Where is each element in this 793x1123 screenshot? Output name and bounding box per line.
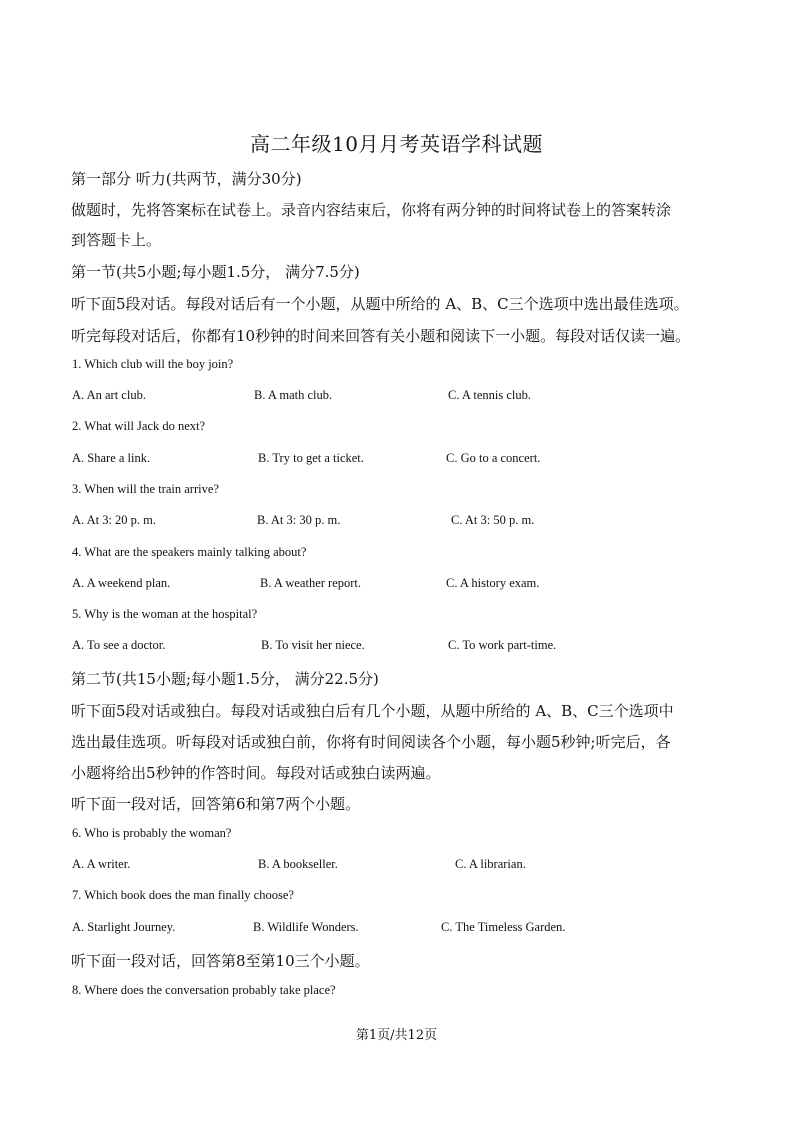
section1-line2: 听完每段对话后，你都有10秒钟的时间来回答有关小题和阅读下一小题。每段对话仅读一遍。: [71, 327, 691, 345]
question-7: 7. Which book does the man finally choose?: [72, 888, 294, 902]
question-3: 3. When will the train arrive?: [72, 482, 219, 496]
page-footer: 第1页/共12页: [355, 1028, 438, 1043]
exam-title: 高二年级10月月考英语学科试题: [250, 132, 543, 156]
option-1a: A. An art club.: [72, 388, 146, 402]
section2-line1: 听下面5段对话或独白。每段对话或独白后有几个小题，从题中所给的 A、B、C三个选项中: [71, 702, 674, 720]
option-7a: A. Starlight Journey.: [72, 920, 176, 934]
instructions-line1: 做题时，先将答案标在试卷上。录音内容结束后，你将有两分钟的时间将试卷上的答案转涂: [71, 201, 672, 219]
part1-heading: 第一部分 听力(共两节，满分30分): [71, 170, 302, 188]
option-1c: C. A tennis club.: [448, 388, 531, 402]
section2-heading: 第二节(共15小题;每小题1.5分， 满分22.5分): [71, 670, 379, 688]
question-1: 1. Which club will the boy join?: [72, 357, 234, 371]
section1-heading: 第一节(共5小题;每小题1.5分， 满分7.5分): [71, 263, 360, 281]
option-3a: A. At 3: 20 p. m.: [72, 513, 157, 527]
option-7b: B. Wildlife Wonders.: [253, 920, 359, 934]
option-4c: C. A history exam.: [446, 576, 540, 590]
question-6: 6. Who is probably the woman?: [72, 826, 232, 840]
question-2: 2. What will Jack do next?: [72, 419, 206, 433]
option-6a: A. A writer.: [72, 857, 131, 871]
section2-line2: 选出最佳选项。听每段对话或独白前，你将有时间阅读各个小题，每小题5秒钟;听完后，各: [71, 733, 671, 751]
option-4a: A. A weekend plan.: [72, 576, 171, 590]
section2-line3: 小题将给出5秒钟的作答时间。每段对话或独白读两遍。: [71, 764, 441, 782]
option-7c: C. The Timeless Garden.: [441, 920, 566, 934]
option-3c: C. At 3: 50 p. m.: [451, 513, 535, 527]
option-4b: B. A weather report.: [260, 576, 362, 590]
listen-8-10: 听下面一段对话，回答第8至第10三个小题。: [71, 952, 370, 970]
question-4: 4. What are the speakers mainly talking about?: [72, 545, 307, 559]
section1-line1: 听下面5段对话。每段对话后有一个小题，从题中所给的 A、B、C三个选项中选出最佳选项。: [71, 295, 689, 313]
question-5: 5. Why is the woman at the hospital?: [72, 607, 258, 621]
listen-6-7: 听下面一段对话，回答第6和第7两个小题。: [71, 795, 361, 813]
question-8: 8. Where does the conversation probably take place?: [72, 983, 336, 997]
option-5c: C. To work part-time.: [448, 638, 557, 652]
option-1b: B. A math club.: [254, 388, 333, 402]
option-6b: B. A bookseller.: [258, 857, 338, 871]
option-2b: B. Try to get a ticket.: [258, 451, 364, 465]
option-2a: A. Share a link.: [72, 451, 151, 465]
option-6c: C. A librarian.: [455, 857, 526, 871]
option-5a: A. To see a doctor.: [72, 638, 166, 652]
option-3b: B. At 3: 30 p. m.: [257, 513, 341, 527]
instructions-line2: 到答题卡上。: [71, 231, 162, 249]
option-2c: C. Go to a concert.: [446, 451, 541, 465]
option-5b: B. To visit her niece.: [261, 638, 365, 652]
